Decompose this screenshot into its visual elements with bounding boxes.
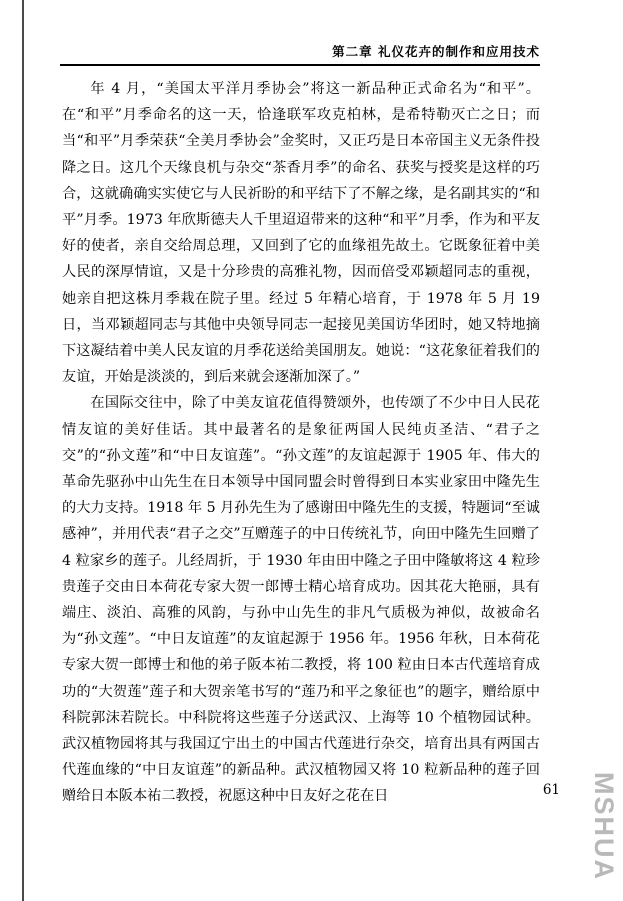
paragraph-2: 在国际交往中，除了中美友谊花值得赞颂外，也传颂了不少中日人民花情友谊的美好佳话。其中最著名的是象征两国人民纯贞圣洁、“君子之交”的“孙文莲”和“中日友谊莲”。“孙文莲”的友谊起源于 1905 年、伟大的革命先驱孙中山先生在日本领导中国同盟会时曾得到日本实业家田中隆先生的大力支持。1918 年 5 月孙先生为了感谢田中隆先生的支援，特题词“至诚感神”，并用代表“君子之交”互赠莲子的中日传统礼节，向田中隆先生回赠了 4 粒家乡的莲子。儿经周折，于 1930 年由田中隆之子田中隆敏将这 4 粒珍贵莲子交由日本荷花专家大贺一郎博士精心培育成功。因其花大艳丽，具有端庄、淡泊、高雅的风韵，与孙中山先生的非凡气质极为神似，故被命名为“孙文莲”。“中日友谊莲”的友谊起源于 1956 年。1956 年秋，日本荷花专家大贺一郎博士和他的弟子阪本祐二教授，将 100 粒由日本古代莲培育成功的“大贺莲”莲子和大贺亲笔书写的“莲乃和平之象征也”的题字，赠给原中科院郭沫若院长。中科院将这些莲子分送武汉、上海等 10 个植物园试种。武汉植物园将其与我国辽宁出土的中国古代莲进行杂交，培育出具有两国古代莲血缘的“中日友谊莲”的新品种。武汉植物园又将 10 粒新品种的莲子回赠给日本阪本祐二教授，祝愿这种中日友好之花在日 <box>62 395 540 805</box>
running-header: 第二章 礼仪花卉的制作和应用技术 <box>332 44 540 59</box>
paragraph-1: 年 4 月，“美国太平洋月季协会”将这一新品种正式命名为“和平”。在“和平”月季命名的这一天，恰逢联军攻克柏林，是希特勒灭亡之日；而当“和平”月季荣获“全美月季协会”金奖时，又正巧是日本帝国主义无条件投降之日。这几个天缘良机与杂交“茶香月季”的命名、获奖与授奖是这样的巧合，这就确确实实使它与人民祈盼的和平结下了不解之缘，是名副其实的“和平”月季。1973 年欣斯德夫人千里迢迢带来的这种“和平”月季，作为和平友好的使者，亲自交给周总理，又回到了它的血缘祖先故土。它既象征着中美人民的深厚情谊，又是十分珍贵的高雅礼物，因而倍受邓颖超同志的重视，她亲自把这株月季栽在院子里。经过 5 年精心培育，于 1978 年 5 月 19 日，当邓颖超同志与其他中央领导同志一起接见美国访华团时，她又特地摘下这凝结着中美人民友谊的月季花送给美国朋友。她说：“这花象征着我们的友谊，开始是淡淡的，到后来就会逐渐加深了。” <box>62 81 540 386</box>
header-divider <box>60 64 540 66</box>
page-number: 61 <box>542 782 560 798</box>
watermark-text: MSHUA <box>589 772 619 881</box>
body-text <box>62 76 540 810</box>
page-binding-edge <box>22 0 24 901</box>
